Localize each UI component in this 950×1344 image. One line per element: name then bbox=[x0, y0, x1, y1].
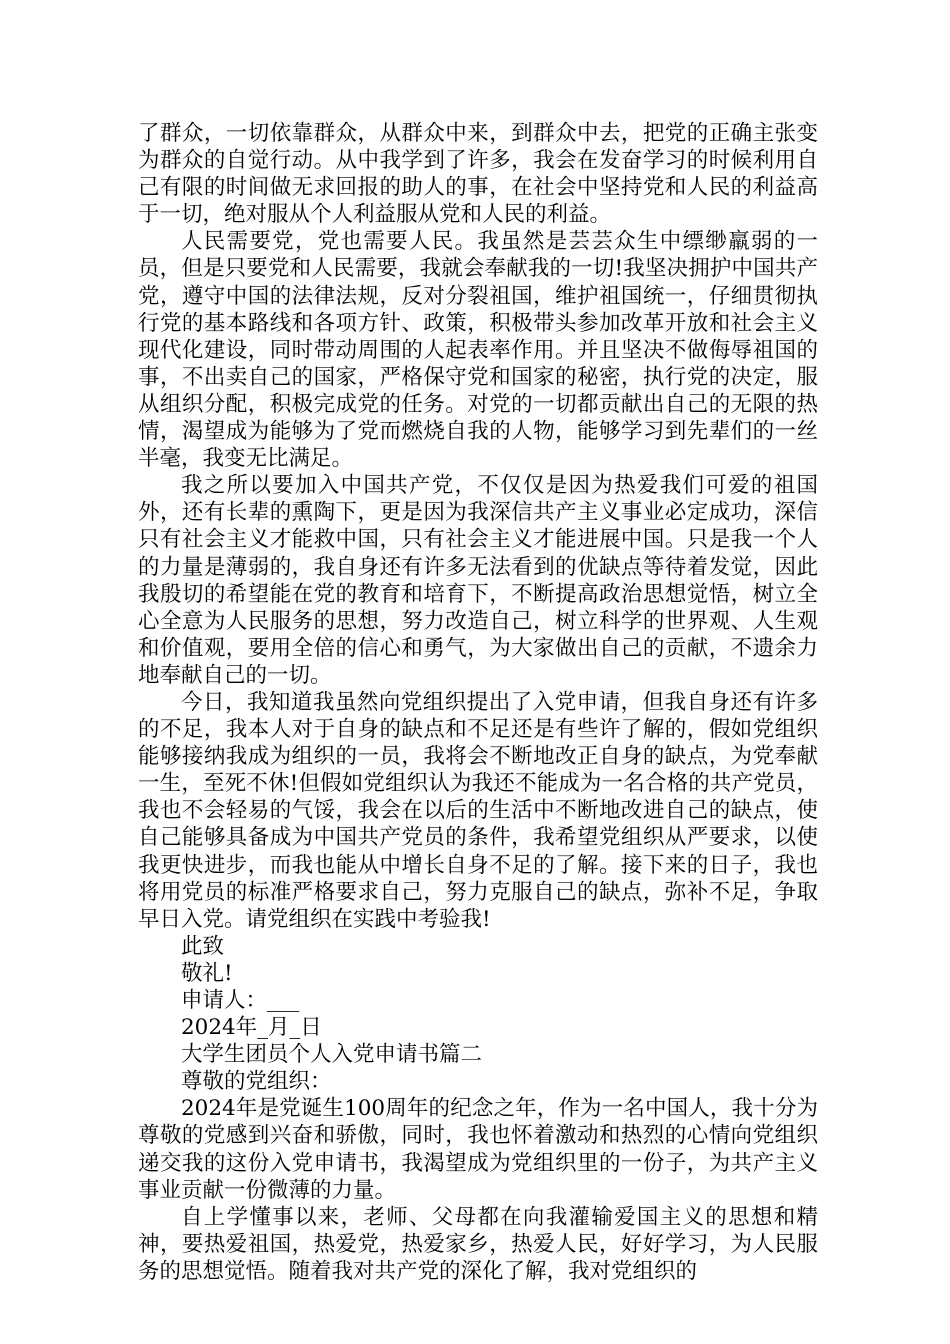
date-line: 2024年_月_日 bbox=[181, 1015, 322, 1041]
paragraph-since-school: 自上学懂事以来，老师、父母都在向我灌输爱国主义的思想和精神，要热爱祖国，热爱党，热爱家乡，热爱人民，好好学习，为人民服务的思想觉悟。随着我对共产党的深化了解，我对党组织的 bbox=[138, 1204, 818, 1284]
paragraph-reason-to-join: 我之所以要加入中国共产党，不仅仅是因为热爱我们可爱的祖国外，还有长辈的熏陶下，更是因为我深信共产主义事业必定成功，深信只有社会主义才能救中国，只有社会主义才能进展中国。只是我一个人的力量是薄弱的，我自身还有许多无法看到的优缺点等待着发觉，因此我殷切的希望能在党的教育和培育下，不断提高政治思想觉悟，树立全心全意为人民服务的思想，努力改造自己，树立科学的世界观、人生观和价值观，要用全倍的信心和勇气，为大家做出自己的贡献，不遗余力地奉献自己的一切。 bbox=[138, 473, 818, 688]
closing-salute: 敬礼! bbox=[181, 960, 233, 986]
section-title: 大学生团员个人入党申请书篇二 bbox=[181, 1042, 483, 1068]
applicant-line: 申请人：___ bbox=[181, 988, 300, 1013]
closing-cizhi: 此致 bbox=[181, 933, 225, 959]
document-body bbox=[138, 120, 818, 1285]
paragraph-today: 今日，我知道我虽然向党组织提出了入党申请，但我自身还有许多的不足，我本人对于自身的缺点和不足还是有些许了解的，假如党组织能够接纳我成为组织的一员，我将会不断地改正自身的缺点，为党奉献一生，至死不休!但假如党组织认为我还不能成为一名合格的共产党员，我也不会轻易的气馁，我会在以后的生活中不断地改进自己的缺点，使自己能够具备成为中国共产党员的条件，我希望党组织从严要求，以使我更快进步，而我也能从中增长自身不足的了解。接下来的日子，我也将用党员的标准严格要求自己，努力克服自己的缺点，弥补不足，争取早日入党。请党组织在实践中考验我! bbox=[138, 689, 818, 932]
paragraph-continuation: 了群众，一切依靠群众，从群众中来，到群众中去，把党的正确主张变为群众的自觉行动。从中我学到了许多，我会在发奋学习的时候利用自己有限的时间做无求回报的助人的事，在社会中坚持党和人民的利益高于一切，绝对服从个人利益服从党和人民的利益。 bbox=[138, 121, 818, 228]
paragraph-people-need-party: 人民需要党，党也需要人民。我虽然是芸芸众生中缥缈羸弱的一员，但是只要党和人民需要，我就会奉献我的一切!我坚决拥护中国共产党，遵守中国的法律法规，反对分裂祖国，维护祖国统一，仔细贯彻执行党的基本路线和各项方针、政策，积极带头参加改革开放和社会主义现代化建设，同时带动周围的人起表率作用。并且坚决不做侮辱祖国的事，不出卖自己的国家，严格保守党和国家的秘密，执行党的决定，服从组织分配，积极完成党的任务。对党的一切都贡献出自己的无限的热情，渴望成为能够为了党而燃烧自我的人物，能够学习到先辈们的一丝半毫，我变无比满足。 bbox=[138, 229, 818, 472]
salutation: 尊敬的党组织： bbox=[181, 1069, 332, 1095]
paragraph-anniversary: 2024年是党诞生100周年的纪念之年，作为一名中国人，我十分为尊敬的党感到兴奋和骄傲，同时，我也怀着激动和热烈的心情向党组织递交我的这份入党申请书，我渴望成为党组织里的一份子，为共产主义事业贡献一份微薄的力量。 bbox=[138, 1096, 818, 1203]
